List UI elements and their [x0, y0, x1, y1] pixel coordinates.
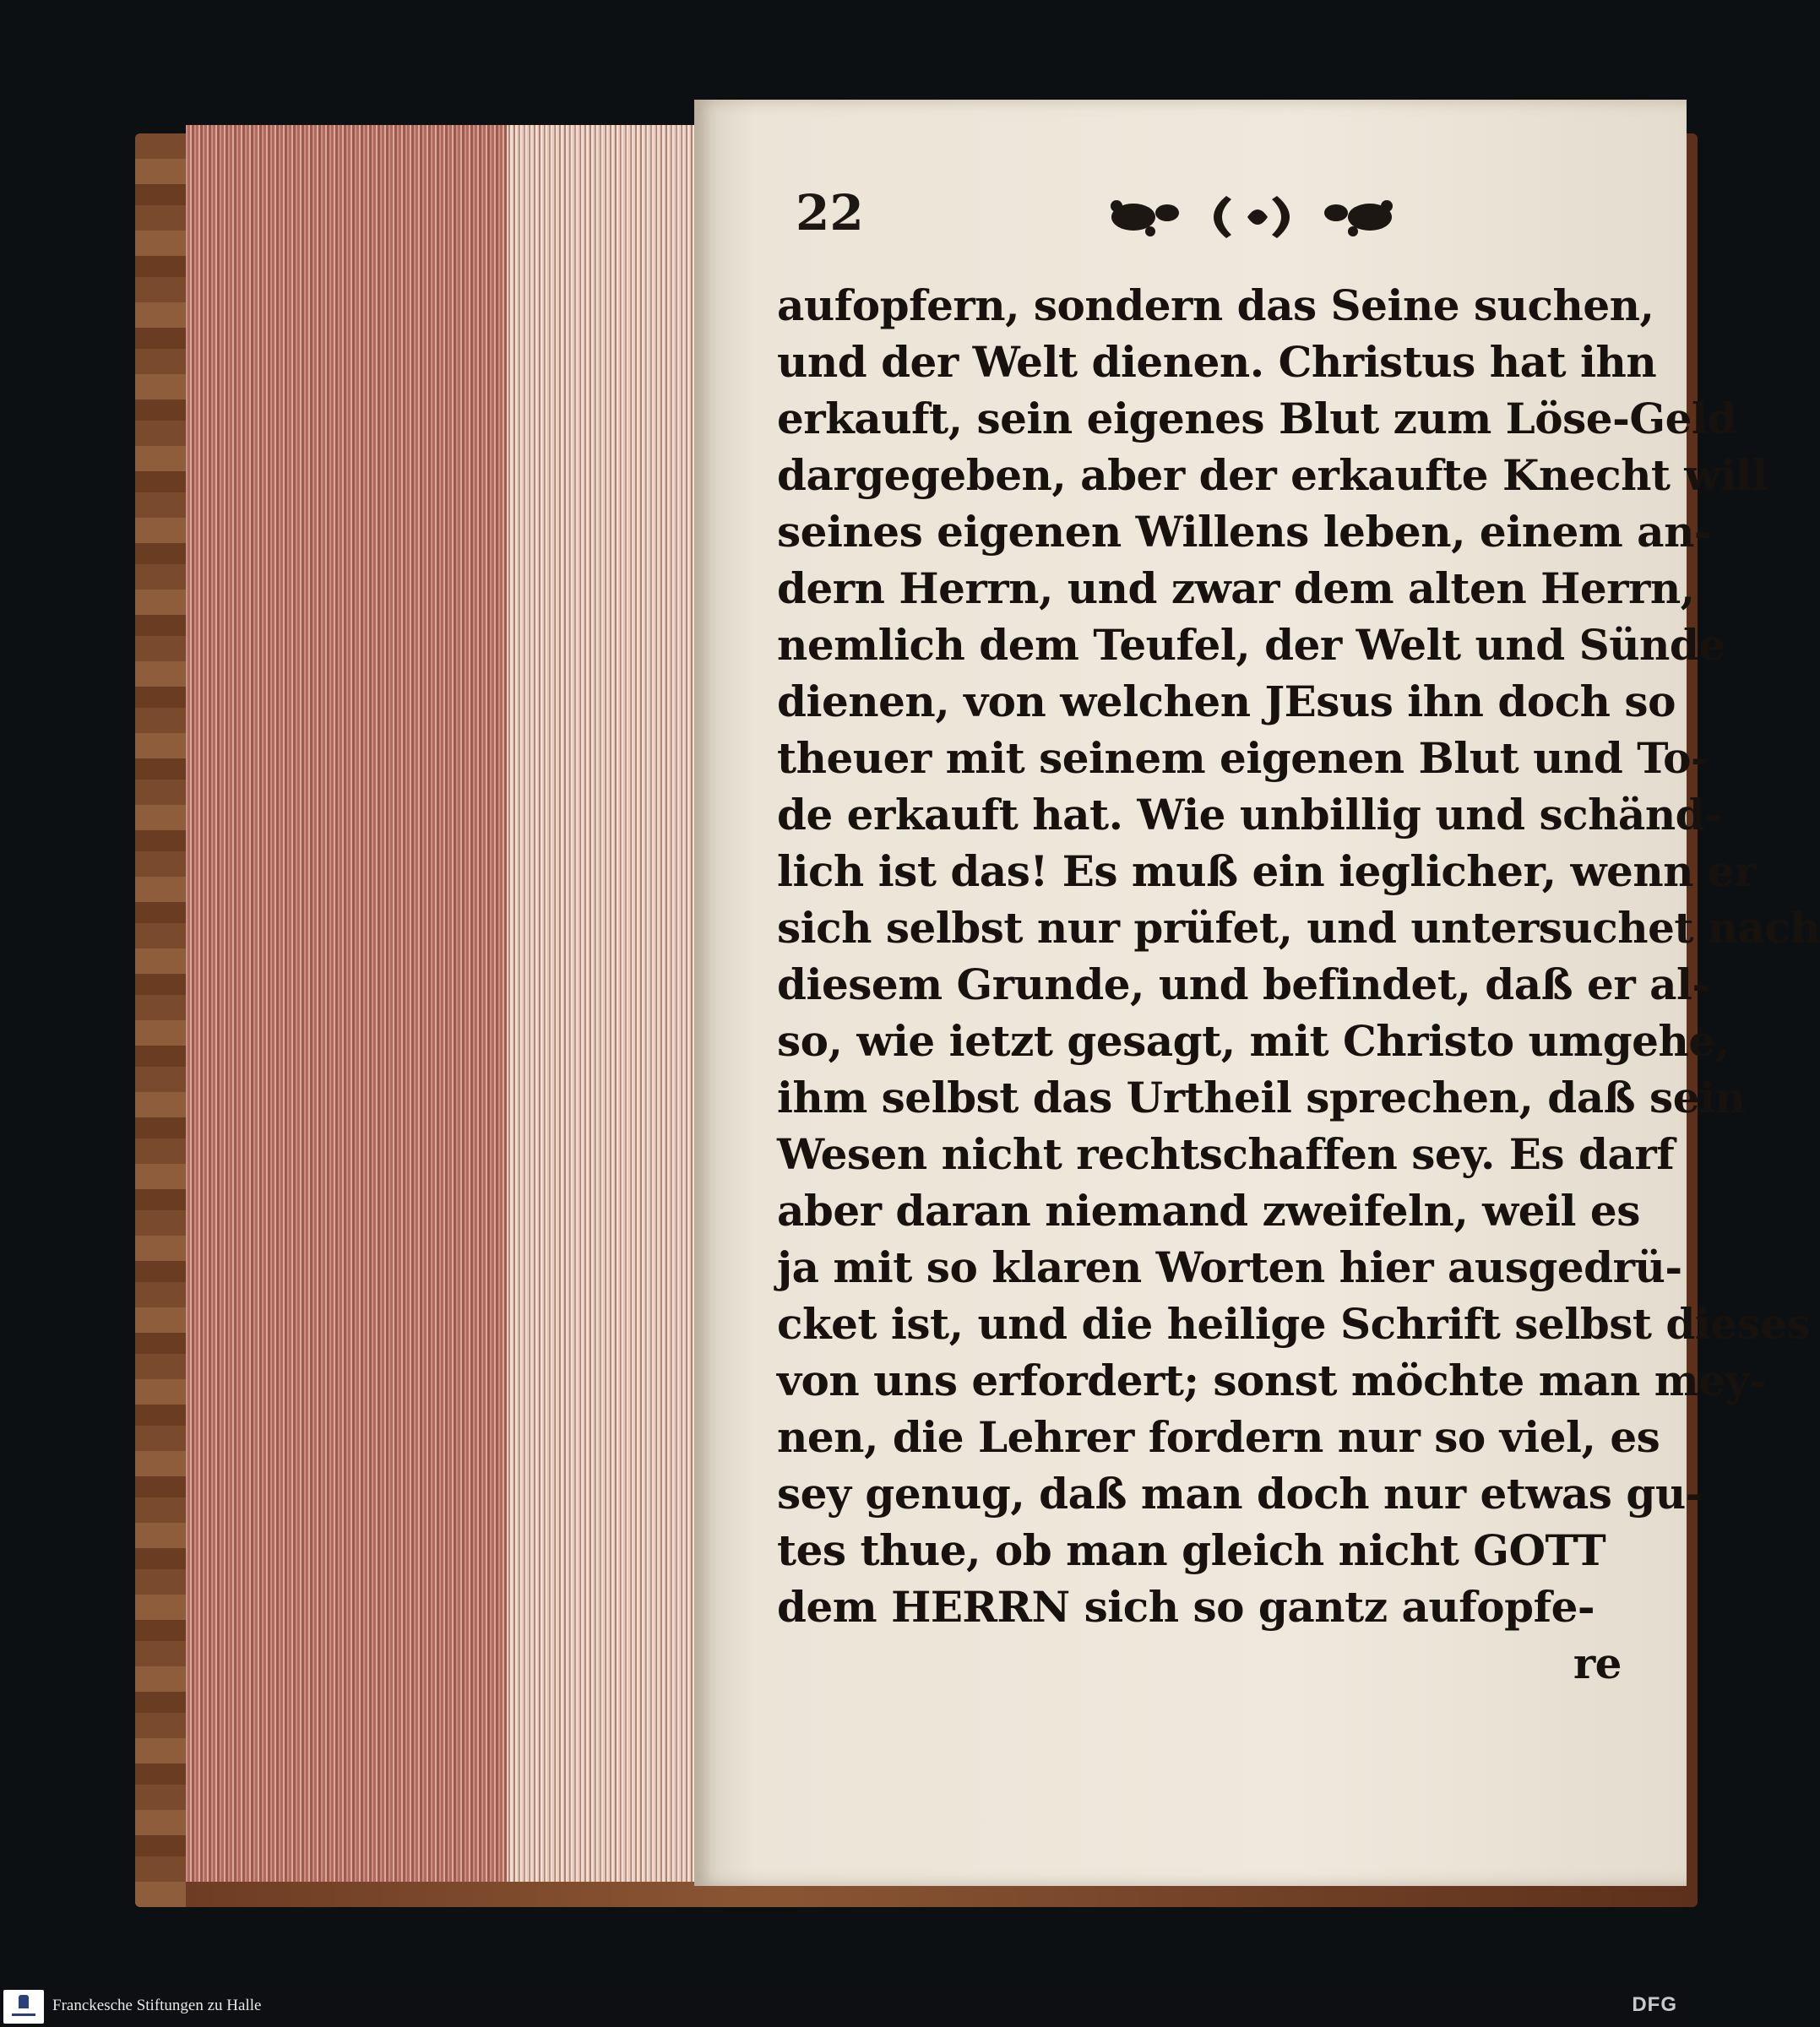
text-line: theuer mit seinem eigenen Blut und To- [777, 733, 1709, 783]
footer-bar [0, 1986, 1689, 2027]
text-line: so, wie ietzt gesagt, mit Christo umgehe, [777, 1016, 1730, 1066]
page-block-edges [186, 125, 760, 1882]
text-line: nen, die Lehrer fordern nur so viel, es [777, 1412, 1660, 1462]
text-line: lich ist das! Es muß ein ieglicher, wenn er [777, 846, 1757, 896]
page-text [777, 277, 1820, 1692]
text-line: Wesen nicht rechtschaffen sey. Es darf [777, 1129, 1675, 1179]
catchword: re [1573, 1638, 1622, 1688]
text-line: ihm selbst das Urtheil sprechen, daß sein [777, 1073, 1746, 1122]
text-line: sey genug, daß man doch nur etwas gu- [777, 1469, 1703, 1519]
text-line: dienen, von welchen JEsus ihn doch so [777, 677, 1676, 726]
text-line: dem HERRN sich so gantz aufopfe- [777, 1582, 1595, 1632]
page-header [796, 184, 1640, 252]
text-line: ja mit so klaren Worten hier ausgedrü- [777, 1242, 1682, 1292]
foundation-logo-icon [3, 1990, 44, 2024]
text-line: seines eigenen Willens leben, einem an- [777, 507, 1712, 557]
text-line: diesem Grunde, und befindet, daß er al- [777, 959, 1709, 1009]
page-number: 22 [796, 184, 864, 242]
text-line: aber daran niemand zweifeln, weil es [777, 1186, 1640, 1236]
text-line: sich selbst nur prüfet, und untersuchet nach [777, 903, 1820, 953]
text-line: von uns erfordert; sonst möchte man mey- [777, 1356, 1767, 1405]
ornament-icon [1100, 187, 1404, 247]
book [135, 100, 1820, 1907]
text-line: tes thue, ob man gleich nicht GOTT [777, 1525, 1606, 1575]
text-line: und der Welt dienen. Christus hat ihn [777, 337, 1657, 387]
text-line: dern Herrn, und zwar dem alten Herrn, [777, 563, 1695, 613]
text-line: aufopfern, sondern das Seine suchen, [777, 280, 1654, 330]
text-line: erkauft, sein eigenes Blut zum Löse-Geld [777, 394, 1736, 443]
text-line: nemlich dem Teufel, der Welt und Sünde [777, 620, 1725, 670]
book-page [694, 100, 1820, 1886]
institution-name: Franckesche Stiftungen zu Halle [52, 1997, 262, 2014]
text-line: cket ist, und die heilige Schrift selbst dieses [777, 1299, 1811, 1349]
text-line: dargegeben, aber der erkaufte Knecht will [777, 450, 1768, 500]
book-cover-edge [135, 133, 186, 1907]
dfg-logo: DFG [1632, 1993, 1677, 2016]
text-line: de erkauft hat. Wie unbillig und schänd- [777, 790, 1722, 840]
